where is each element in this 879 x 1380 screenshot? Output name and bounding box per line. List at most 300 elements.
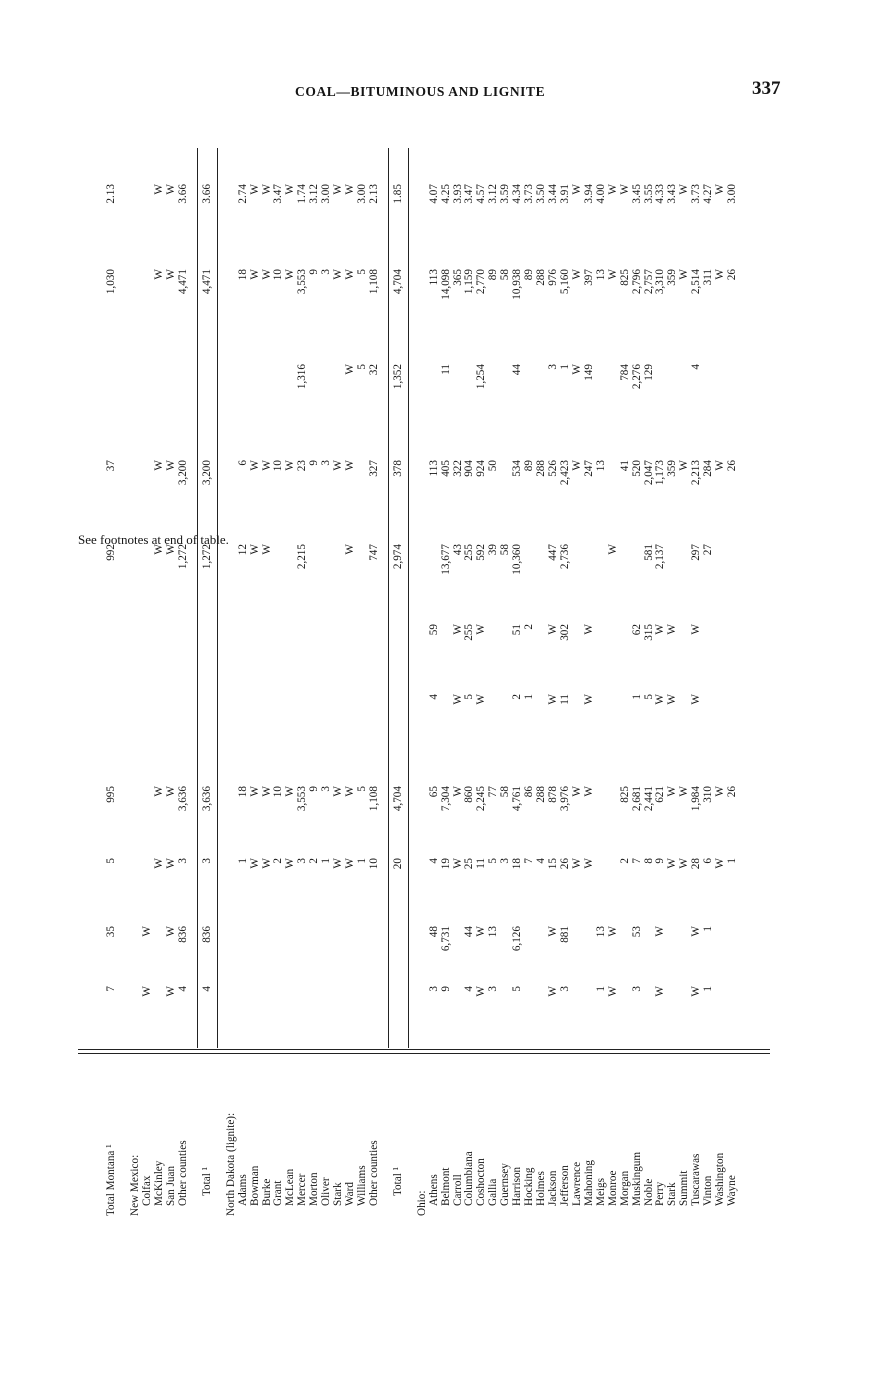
table-cell: 3,310 xyxy=(654,269,667,295)
table-cell: 2,681 xyxy=(630,786,643,812)
table-cell: 3 xyxy=(296,858,309,864)
table-cell: W xyxy=(570,269,583,280)
table-cell: W xyxy=(714,269,727,280)
table-cell: 2,796 xyxy=(630,269,643,295)
table-cell: 3.50 xyxy=(535,184,548,204)
table-cell: 13 xyxy=(594,269,607,281)
table-cell: W xyxy=(248,858,261,869)
row-label: North Dakota (lignite): xyxy=(224,1112,237,1216)
table-cell: W xyxy=(606,269,619,280)
table-cell: 149 xyxy=(582,364,595,381)
table-cell: 976 xyxy=(547,269,559,286)
table-cell: 4.25 xyxy=(439,184,452,204)
table-cell: W xyxy=(344,858,357,869)
table-cell: 5 xyxy=(511,986,524,992)
table-cell: 5 xyxy=(463,694,476,700)
table-cell: 836 xyxy=(176,926,189,943)
table-cell: 1.74 xyxy=(296,184,309,204)
table-cell: 4 xyxy=(463,986,476,992)
table-cell: 10 xyxy=(272,460,285,472)
table-cell: W xyxy=(284,184,297,195)
table-cell: W xyxy=(678,858,691,869)
table-cell: W xyxy=(451,786,464,797)
table-cell: 44 xyxy=(463,926,476,938)
table-cell: W xyxy=(260,786,273,797)
column-rule xyxy=(78,1049,770,1050)
table-cell: W xyxy=(165,460,178,471)
table-cell: W xyxy=(570,460,583,471)
table-cell: 3.45 xyxy=(630,184,643,204)
table-cell: 3.47 xyxy=(463,184,476,204)
row-label: Colfax xyxy=(141,1175,154,1206)
table-cell: W xyxy=(547,926,559,937)
row-label: Jefferson xyxy=(558,1165,571,1206)
row-label: Other counties xyxy=(367,1140,380,1206)
table-cell: 1 xyxy=(523,694,536,700)
table-cell: 10 xyxy=(367,858,380,870)
row-label: Ward xyxy=(344,1182,357,1206)
table-cell: 3.93 xyxy=(451,184,464,204)
table-cell: 3,976 xyxy=(558,786,571,812)
table-cell: 3.00 xyxy=(726,184,739,204)
row-label: Monroe xyxy=(606,1170,619,1206)
table-cell: W xyxy=(475,926,488,937)
table-cell: 3.73 xyxy=(523,184,536,204)
row-label: Jackson xyxy=(547,1170,559,1206)
row-label: Muskingum xyxy=(630,1151,643,1206)
table-cell: 23 xyxy=(296,460,309,472)
table-cell: 4.27 xyxy=(702,184,715,204)
table-cell: 4.00 xyxy=(594,184,607,204)
table-cell: 5 xyxy=(105,858,118,864)
row-label: Morton xyxy=(308,1172,321,1206)
table-cell: 4 xyxy=(427,858,440,864)
table-cell: W xyxy=(141,986,154,997)
table-cell: W xyxy=(332,858,345,869)
table-cell: 3,553 xyxy=(296,786,309,812)
table-cell: 3.91 xyxy=(558,184,571,204)
table-cell: 1.85 xyxy=(391,184,404,204)
table-cell: 89 xyxy=(487,269,500,281)
table-cell: 6,126 xyxy=(511,926,524,952)
table-cell: 1,352 xyxy=(391,364,404,390)
table-cell: 9 xyxy=(308,269,321,275)
table-cell: 6 xyxy=(702,858,715,864)
table-cell: 6 xyxy=(236,460,249,466)
table-cell: 359 xyxy=(666,460,679,477)
table-cell: 581 xyxy=(642,544,655,561)
table-cell: 310 xyxy=(702,786,715,803)
table-cell: 5 xyxy=(356,269,369,275)
table-cell: W xyxy=(714,786,727,797)
table-cell: W xyxy=(547,624,559,635)
table-cell: 113 xyxy=(427,460,440,477)
table-cell: 26 xyxy=(726,269,739,281)
table-cell: 311 xyxy=(702,269,715,286)
table-cell: W xyxy=(666,694,679,705)
table-cell: 28 xyxy=(690,858,703,870)
table-cell: 26 xyxy=(726,460,739,472)
table-cell: W xyxy=(582,624,595,635)
table-cell: 2.13 xyxy=(105,184,118,204)
table-cell: 6,731 xyxy=(439,926,452,952)
row-label: Hocking xyxy=(523,1167,536,1206)
table-cell: W xyxy=(606,544,619,555)
row-label: Ohio: xyxy=(415,1190,428,1216)
table-cell: 62 xyxy=(630,624,643,636)
table-cell: 2 xyxy=(618,858,631,864)
table-cell: 13 xyxy=(487,926,500,938)
total-rule xyxy=(408,148,409,1048)
table-cell: 20 xyxy=(391,858,404,870)
table-cell: 7 xyxy=(630,858,643,864)
table-cell: 58 xyxy=(499,786,512,798)
table-cell: W xyxy=(475,986,488,997)
table-cell: 9 xyxy=(654,858,667,864)
table-cell: 9 xyxy=(308,460,321,466)
table-cell: 3,636 xyxy=(176,786,189,812)
table-cell: 4 xyxy=(535,858,548,864)
table-cell: 2 xyxy=(272,858,285,864)
table-cell: 4,704 xyxy=(391,786,404,812)
table-cell: 1,173 xyxy=(654,460,667,486)
total-rule xyxy=(197,148,198,1048)
table-cell: 322 xyxy=(451,460,464,477)
footnote: See footnotes at end of table. xyxy=(78,532,229,547)
table-cell: 4 xyxy=(427,694,440,700)
table-cell: W xyxy=(475,694,488,705)
row-label: Belmont xyxy=(439,1167,452,1206)
table-cell: W xyxy=(714,858,727,869)
table-cell: W xyxy=(344,460,357,471)
table-cell: W xyxy=(678,184,691,195)
page-number: 337 xyxy=(752,78,781,99)
table-cell: 255 xyxy=(463,544,476,561)
table-cell: 44 xyxy=(511,364,524,376)
table-cell: W xyxy=(344,786,357,797)
row-label: Wayne xyxy=(726,1175,739,1206)
table-cell: W xyxy=(475,624,488,635)
table-cell: W xyxy=(248,544,261,555)
table-cell: 5 xyxy=(356,786,369,792)
table-cell: 5 xyxy=(487,858,500,864)
table-cell: W xyxy=(570,364,583,375)
table-cell: 2,974 xyxy=(391,544,404,570)
table-cell: 3.59 xyxy=(499,184,512,204)
table-cell: W xyxy=(141,926,154,937)
table-cell: W xyxy=(678,786,691,797)
table-cell: 11 xyxy=(558,694,571,705)
row-label: Perry xyxy=(654,1181,667,1206)
table-cell: W xyxy=(678,269,691,280)
row-label: Coshocton xyxy=(475,1158,488,1206)
table-cell: 3 xyxy=(200,858,213,864)
table-cell: W xyxy=(165,544,178,555)
table-cell: 992 xyxy=(105,544,118,561)
table-cell: 10 xyxy=(272,786,285,798)
table-cell: 3.66 xyxy=(200,184,213,204)
total-rule xyxy=(388,148,389,1048)
table-cell: W xyxy=(165,986,178,997)
table-cell: 2,736 xyxy=(558,544,571,570)
table-cell: W xyxy=(654,624,667,635)
table-cell: 43 xyxy=(451,544,464,556)
table-cell: 1,030 xyxy=(105,269,118,295)
row-label: Adams xyxy=(236,1174,249,1206)
table-cell: 1,254 xyxy=(475,364,488,390)
table-cell: 881 xyxy=(558,926,571,943)
table-cell: 1 xyxy=(594,986,607,992)
row-label: San Juan xyxy=(165,1165,178,1206)
table-cell: 89 xyxy=(523,460,536,472)
table-cell: 3.94 xyxy=(582,184,595,204)
table-cell: W xyxy=(332,786,345,797)
table-cell: 2 xyxy=(523,624,536,630)
table-cell: W xyxy=(248,786,261,797)
table-cell: 359 xyxy=(666,269,679,286)
table-cell: 14,098 xyxy=(439,269,452,300)
table-cell: 41 xyxy=(618,460,631,472)
row-label: Holmes xyxy=(535,1171,548,1206)
table-cell: W xyxy=(284,858,297,869)
table-cell: 4,471 xyxy=(176,269,189,295)
table-cell: W xyxy=(570,858,583,869)
table-cell: 2,770 xyxy=(475,269,488,295)
row-label: Bowman xyxy=(248,1165,261,1206)
table-cell: 1 xyxy=(356,858,369,864)
table-cell: W xyxy=(582,694,595,705)
table-cell: 26 xyxy=(726,786,739,798)
table-cell: 77 xyxy=(487,786,500,798)
table-cell: 4,704 xyxy=(391,269,404,295)
table-cell: 784 xyxy=(618,364,631,381)
table-cell: 3.66 xyxy=(176,184,189,204)
table-cell: W xyxy=(260,858,273,869)
table-cell: 1 xyxy=(702,926,715,932)
table-cell: 32 xyxy=(367,364,380,376)
table-cell: 4 xyxy=(690,364,703,370)
table-cell: 51 xyxy=(511,624,524,636)
table-cell: 25 xyxy=(463,858,476,870)
table-cell: W xyxy=(666,858,679,869)
table-cell: W xyxy=(666,624,679,635)
running-header-title: COAL—BITUMINOUS AND LIGNITE xyxy=(295,84,546,99)
row-label: Guernsey xyxy=(499,1163,512,1206)
table-cell: W xyxy=(606,926,619,937)
table-cell: 18 xyxy=(236,786,249,798)
table-cell: 247 xyxy=(582,460,595,477)
row-label: Total Montana ¹ xyxy=(105,1144,118,1216)
table-cell: 3 xyxy=(320,269,333,275)
table-cell: W xyxy=(153,786,166,797)
table-cell: W xyxy=(165,786,178,797)
table-cell: 297 xyxy=(690,544,703,561)
table-cell: W xyxy=(248,184,261,195)
total-rule xyxy=(217,148,218,1048)
table-cell: 3 xyxy=(558,986,571,992)
row-label: Columbiana xyxy=(463,1151,476,1206)
table-cell: 365 xyxy=(451,269,464,286)
table-cell: 405 xyxy=(439,460,452,477)
table-cell: 2,441 xyxy=(642,786,655,812)
table-cell: W xyxy=(260,544,273,555)
table-cell: 315 xyxy=(642,624,655,641)
row-label: Grant xyxy=(272,1180,285,1206)
table-cell: 4.07 xyxy=(427,184,440,204)
table-cell: W xyxy=(654,694,667,705)
table-cell: 3,200 xyxy=(200,460,213,486)
table-cell: 5 xyxy=(356,364,369,370)
table-cell: 302 xyxy=(558,624,571,641)
table-cell: 3 xyxy=(499,858,512,864)
table-cell: 37 xyxy=(105,460,118,472)
table-cell: 3.47 xyxy=(272,184,285,204)
table-cell: 1 xyxy=(630,694,643,700)
table-cell: 86 xyxy=(523,786,536,798)
table-cell: W xyxy=(165,269,178,280)
table-cell: 2,047 xyxy=(642,460,655,486)
row-label: Summit xyxy=(678,1170,691,1206)
table-cell: W xyxy=(678,460,691,471)
table-cell: W xyxy=(284,269,297,280)
table-cell: W xyxy=(714,184,727,195)
table-cell: 10,938 xyxy=(511,269,524,300)
row-label: McKinley xyxy=(153,1160,166,1206)
table-cell: 7 xyxy=(105,986,118,992)
table-cell: W xyxy=(153,858,166,869)
table-cell: 3 xyxy=(320,460,333,466)
table-cell: 4 xyxy=(176,986,189,992)
table-cell: 12 xyxy=(236,544,249,556)
row-label: Tuscarawas xyxy=(690,1153,703,1206)
table-cell: 7 xyxy=(523,858,536,864)
table-cell: 58 xyxy=(499,544,512,556)
table-cell: W xyxy=(666,786,679,797)
table-cell: 3.12 xyxy=(487,184,500,204)
table-cell: 13,677 xyxy=(439,544,452,575)
table-cell: 2,423 xyxy=(558,460,571,486)
table-cell: 4.33 xyxy=(654,184,667,204)
row-label: Meigs xyxy=(594,1178,607,1206)
table-cell: 11 xyxy=(439,364,452,375)
table-cell: 10 xyxy=(272,269,285,281)
table-cell: W xyxy=(606,986,619,997)
row-label: Other counties xyxy=(176,1140,189,1206)
table-cell: W xyxy=(451,858,464,869)
row-label: Washington xyxy=(714,1152,727,1206)
table-cell: W xyxy=(153,544,166,555)
table-cell: 1,159 xyxy=(463,269,476,295)
table-cell: W xyxy=(153,460,166,471)
row-label: Mercer xyxy=(296,1173,309,1206)
table-cell: 9 xyxy=(439,986,452,992)
table-cell: W xyxy=(690,926,703,937)
table-cell: W xyxy=(654,986,667,997)
table-cell: W xyxy=(153,184,166,195)
table-cell: 4.57 xyxy=(475,184,488,204)
table-cell: 621 xyxy=(654,786,667,803)
table-cell: 2,215 xyxy=(296,544,309,570)
table-cell: 924 xyxy=(475,460,488,477)
row-label: New Mexico: xyxy=(129,1154,142,1216)
table-cell: 288 xyxy=(535,269,548,286)
table-cell: W xyxy=(344,544,357,555)
table-cell: 4.34 xyxy=(511,184,524,204)
table-cell: 7,304 xyxy=(439,786,452,812)
table-cell: W xyxy=(451,694,464,705)
row-label: Carroll xyxy=(451,1174,464,1206)
table-cell: 397 xyxy=(582,269,595,286)
table-cell: 18 xyxy=(511,858,524,870)
table-cell: W xyxy=(547,694,559,705)
row-label: Burke xyxy=(260,1178,273,1206)
row-label: Athens xyxy=(427,1174,440,1206)
table-cell: W xyxy=(284,460,297,471)
table-cell: 18 xyxy=(236,269,249,281)
table-cell: 1,108 xyxy=(367,786,380,812)
row-label: Vinton xyxy=(702,1175,715,1206)
table-cell: W xyxy=(165,926,178,937)
table-cell: 825 xyxy=(618,269,631,286)
table-cell: 836 xyxy=(200,926,213,943)
table-cell: 2.74 xyxy=(236,184,249,204)
table-cell: W xyxy=(690,624,703,635)
row-label: Oliver xyxy=(320,1177,333,1206)
table-cell: 3.00 xyxy=(356,184,369,204)
table-cell: 3.55 xyxy=(642,184,655,204)
table-cell: 10,360 xyxy=(511,544,524,575)
row-label: Stark xyxy=(666,1182,679,1206)
table-cell: 520 xyxy=(630,460,643,477)
table-cell: W xyxy=(606,184,619,195)
table-cell: 2 xyxy=(308,858,321,864)
table-cell: 2,276 xyxy=(630,364,643,390)
table-cell: W xyxy=(165,184,178,195)
table-cell: 3.00 xyxy=(320,184,333,204)
table-cell: W xyxy=(582,786,595,797)
table-cell: 2,245 xyxy=(475,786,488,812)
table-cell: 3.43 xyxy=(666,184,679,204)
row-label: Gallia xyxy=(487,1178,500,1206)
table-cell: 327 xyxy=(367,460,380,477)
table-cell: 447 xyxy=(547,544,559,561)
table-cell: 53 xyxy=(630,926,643,938)
table-cell: 860 xyxy=(463,786,476,803)
table-cell: 5,160 xyxy=(558,269,571,295)
column-rule xyxy=(78,1053,770,1054)
table-cell: 592 xyxy=(475,544,488,561)
table-cell: 1,984 xyxy=(690,786,703,812)
table-cell: 1,272 xyxy=(200,544,213,570)
table-cell: 2,757 xyxy=(642,269,655,295)
table-cell: 1 xyxy=(236,858,249,864)
table-cell: W xyxy=(260,460,273,471)
table-cell: 284 xyxy=(702,460,715,477)
table-cell: 19 xyxy=(439,858,452,870)
table-cell: 39 xyxy=(487,544,500,556)
table-cell: 3,553 xyxy=(296,269,309,295)
table-cell: 2,213 xyxy=(690,460,703,486)
table-cell: W xyxy=(260,269,273,280)
table-cell: 1 xyxy=(702,986,715,992)
table-cell: W xyxy=(332,269,345,280)
table-cell: 378 xyxy=(391,460,404,477)
row-label: Harrison xyxy=(511,1166,524,1206)
table-cell: 129 xyxy=(642,364,655,381)
table-cell: W xyxy=(332,184,345,195)
table-cell: 9 xyxy=(308,786,321,792)
table-cell: 825 xyxy=(618,786,631,803)
